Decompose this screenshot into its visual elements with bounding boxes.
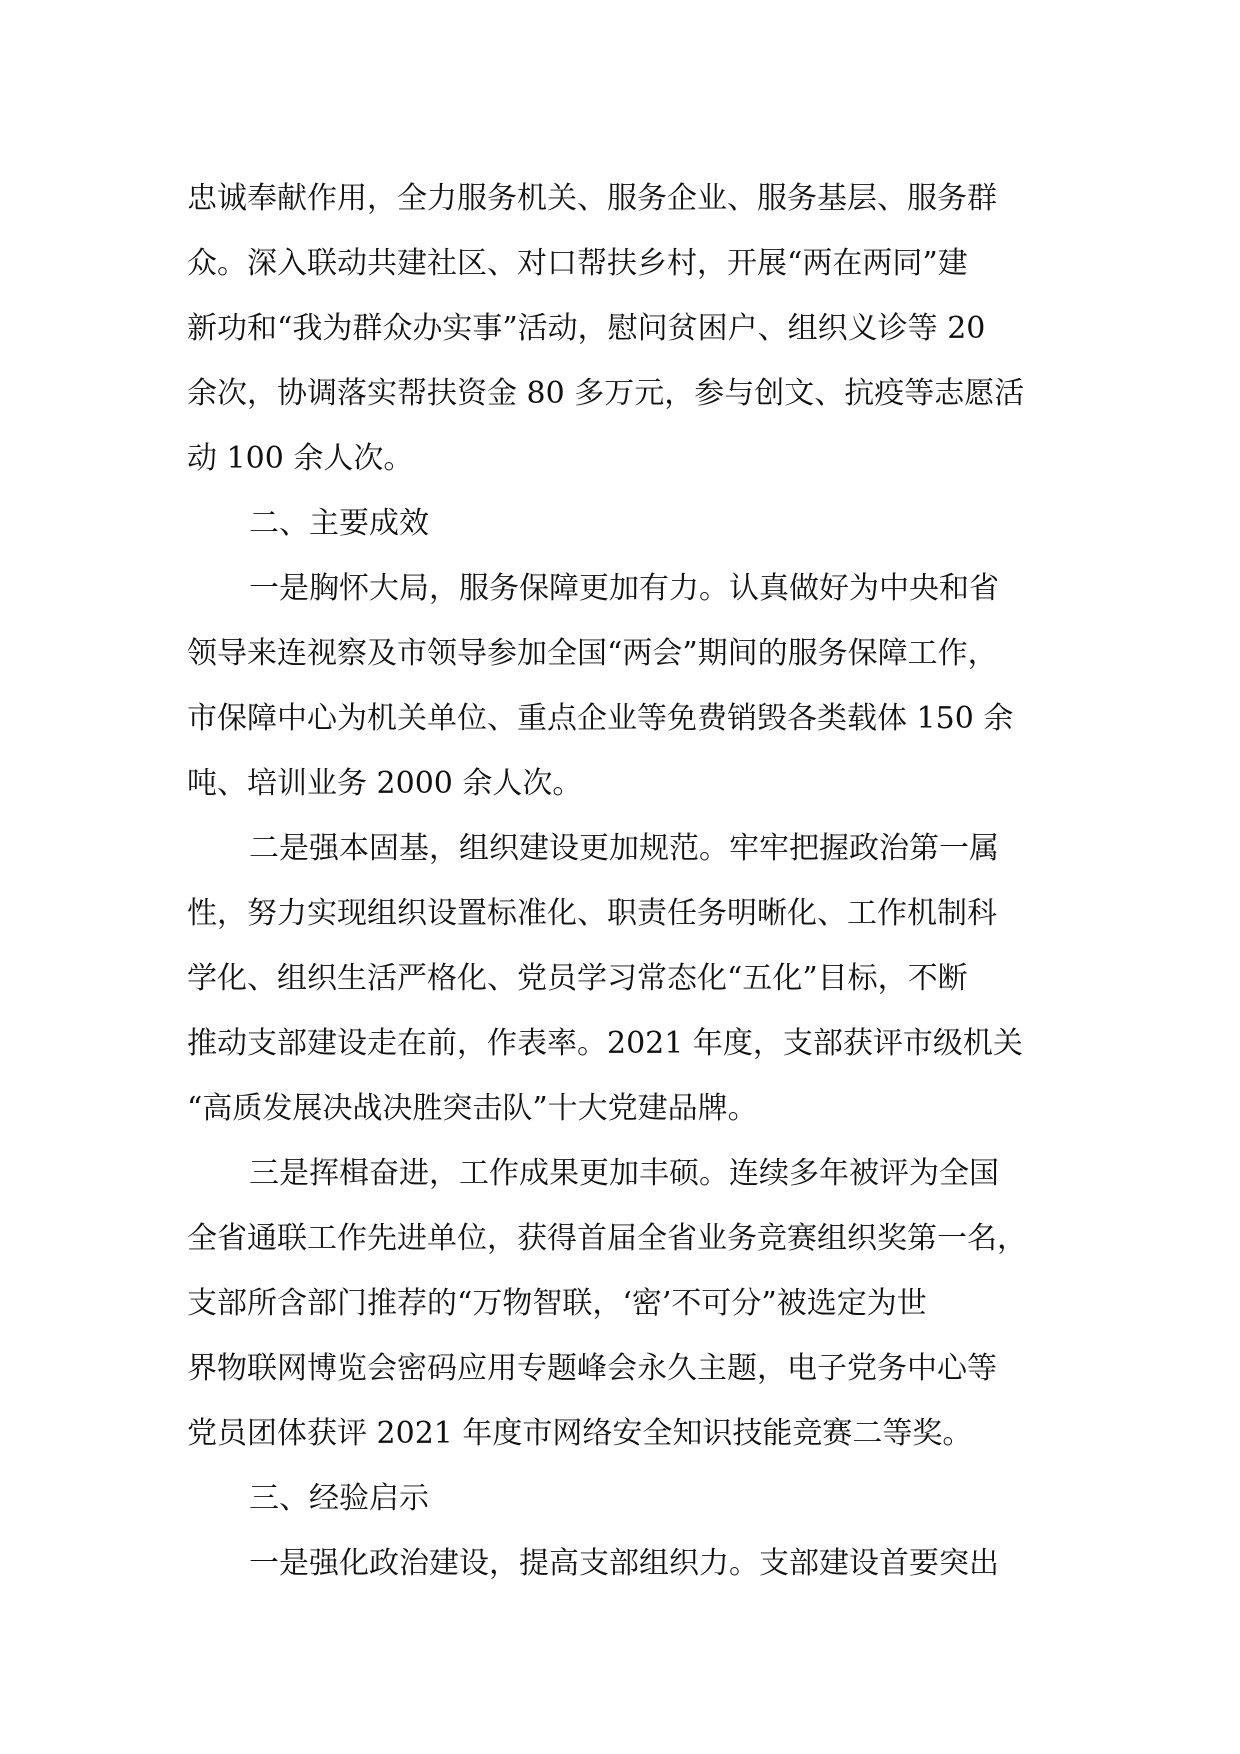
text-line: 吨、培训业务 2000 余人次。 bbox=[187, 766, 583, 801]
text-line: 党员团体获评 2021 年度市网络安全知识技能竞赛二等奖。 bbox=[187, 1416, 973, 1451]
text-line: 余次，协调落实帮扶资金 80 多万元，参与创文、抗疫等志愿活 bbox=[187, 376, 1025, 411]
text-line: “高质发展决战决胜突击队”十大党建品牌。 bbox=[187, 1091, 758, 1126]
paragraph-start: 一是胸怀大局，服务保障更加有力。认真做好为中央和省 bbox=[249, 571, 999, 606]
text-line: 忠诚奉献作用，全力服务机关、服务企业、服务基层、服务群 bbox=[187, 181, 997, 216]
paragraph-start: 三是挥楫奋进，工作成果更加丰硕。连续多年被评为全国 bbox=[249, 1156, 999, 1191]
text-line: 支部所含部门推荐的“万物智联，‘密’不可分”被选定为世 bbox=[187, 1286, 927, 1321]
paragraph-start: 二是强本固基，组织建设更加规范。牢牢把握政治第一属 bbox=[249, 831, 999, 866]
text-line: 全省通联工作先进单位，获得首届全省业务竞赛组织奖第一名， bbox=[187, 1221, 1027, 1256]
paragraph-start: 一是强化政治建设，提高支部组织力。支部建设首要突出 bbox=[249, 1546, 999, 1581]
text-line: 动 100 余人次。 bbox=[187, 441, 414, 476]
text-line: 界物联网博览会密码应用专题峰会永久主题，电子党务中心等 bbox=[187, 1351, 997, 1386]
text-line: 推动支部建设走在前，作表率。2021 年度，支部获评市级机关 bbox=[187, 1026, 1023, 1061]
text-line: 性，努力实现组织设置标准化、职责任务明晰化、工作机制科 bbox=[187, 896, 997, 931]
text-line: 学化、组织生活严格化、党员学习常态化“五化”目标，不断 bbox=[187, 961, 968, 996]
section-heading: 二、主要成效 bbox=[249, 506, 429, 541]
text-line: 领导来连视察及市领导参加全国“两会”期间的服务保障工作， bbox=[187, 636, 998, 671]
section-heading: 三、经验启示 bbox=[249, 1481, 429, 1516]
text-line: 新功和“我为群众办实事”活动，慰问贫困户、组织义诊等 20 bbox=[187, 311, 986, 346]
body-text bbox=[187, 166, 1087, 1596]
text-line: 市保障中心为机关单位、重点企业等免费销毁各类载体 150 余 bbox=[187, 701, 1014, 736]
text-line: 众。深入联动共建社区、对口帮扶乡村，开展“两在两同”建 bbox=[187, 246, 968, 281]
